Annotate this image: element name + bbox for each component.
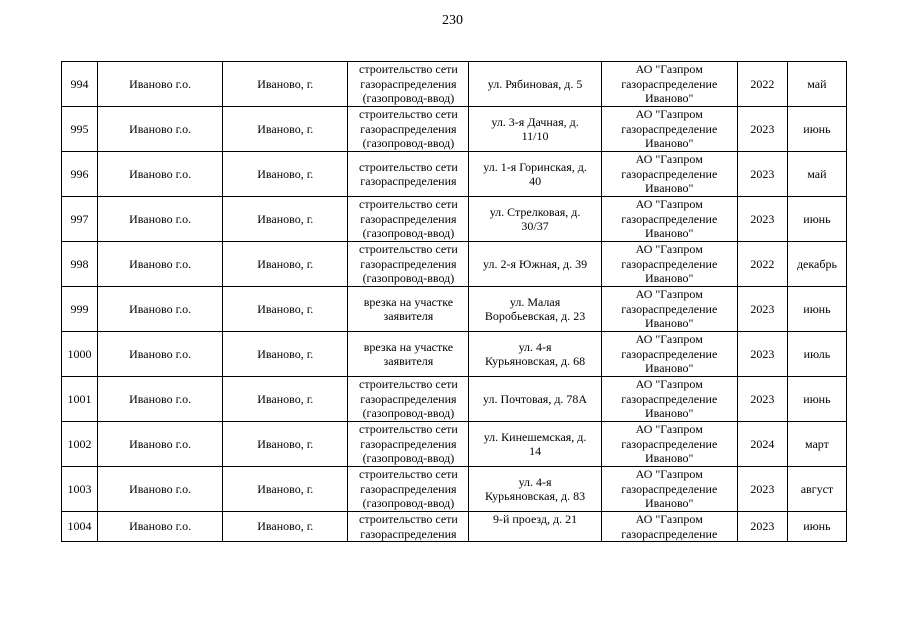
address-cell-line: 40: [529, 174, 542, 188]
table-row: [62, 332, 847, 377]
organization-cell-line: АО "Газпром: [635, 377, 703, 392]
city-cell: Иваново, г.: [223, 377, 348, 422]
address-cell-line: Воробьевская, д. 23: [484, 309, 586, 323]
year-cell: 2023: [737, 152, 787, 197]
work-type-cell: [348, 287, 469, 332]
organization-cell-line: газораспределение: [621, 121, 718, 136]
district-cell: Иваново г.о.: [98, 512, 223, 542]
address-cell-line: 11/10: [521, 129, 549, 143]
address-cell-line: 14: [529, 444, 542, 458]
row-number: 1001: [62, 377, 98, 422]
city-cell: Иваново, г.: [223, 107, 348, 152]
district-cell: Иваново г.о.: [98, 422, 223, 467]
year-cell: 2023: [737, 377, 787, 422]
row-number: 994: [62, 62, 98, 107]
work-type-cell-line: врезка на участке: [363, 294, 454, 309]
work-type-cell-line: газораспределения: [360, 121, 457, 136]
organization-cell-line: Иваново": [645, 226, 694, 241]
organization-cell-line: Иваново": [645, 451, 694, 466]
work-type-cell: [348, 152, 469, 197]
table-row: [62, 197, 847, 242]
table-row: [62, 287, 847, 332]
city-cell: Иваново, г.: [223, 197, 348, 242]
work-type-cell-line: заявителя: [383, 309, 434, 323]
work-type-cell-line: строительство сети: [359, 242, 458, 257]
district-cell: Иваново г.о.: [98, 197, 223, 242]
address-cell-line: ул. Рябиновая, д. 5: [487, 76, 583, 91]
work-type-cell-line: газораспределения: [360, 256, 457, 271]
address-cell-line: 9-й проезд, д. 21: [492, 512, 578, 526]
row-number: 1004: [62, 512, 98, 542]
work-type-cell-line: газораспределения: [360, 174, 457, 188]
table-row: [62, 107, 847, 152]
organization-cell: [601, 287, 737, 332]
organization-cell: [601, 512, 737, 542]
row-number: 1002: [62, 422, 98, 467]
organization-cell-line: газораспределение: [621, 166, 718, 181]
organization-cell: [601, 242, 737, 287]
organization-cell-line: Иваново": [645, 316, 694, 331]
organization-cell-line: газораспределение: [621, 76, 718, 91]
work-type-cell-line: строительство сети: [359, 422, 458, 437]
work-type-cell-line: заявителя: [383, 354, 434, 368]
year-cell: 2023: [737, 512, 787, 542]
organization-cell-line: АО "Газпром: [635, 512, 703, 526]
work-type-cell-line: (газопровод-ввод): [362, 406, 455, 421]
organization-cell-line: АО "Газпром: [635, 422, 703, 437]
address-cell-line: ул. Почтовая, д. 78А: [483, 391, 588, 406]
address-cell: [469, 242, 601, 287]
district-cell: Иваново г.о.: [98, 152, 223, 197]
district-cell: Иваново г.о.: [98, 107, 223, 152]
organization-cell: [601, 62, 737, 107]
organization-cell: [601, 422, 737, 467]
work-type-cell: [348, 242, 469, 287]
year-cell: 2024: [737, 422, 787, 467]
organization-cell: [601, 197, 737, 242]
month-cell: июль: [787, 332, 846, 377]
address-cell-line: ул. 4-я: [518, 339, 552, 354]
year-cell: 2022: [737, 242, 787, 287]
page-number: 230: [442, 13, 463, 28]
work-type-cell-line: (газопровод-ввод): [362, 496, 455, 511]
work-type-cell-line: газораспределения: [360, 436, 457, 451]
district-cell: Иваново г.о.: [98, 242, 223, 287]
organization-cell-line: Иваново": [645, 91, 694, 106]
organization-cell: [601, 332, 737, 377]
address-cell-line: ул. Стрелковая, д.: [489, 204, 581, 219]
district-cell: Иваново г.о.: [98, 62, 223, 107]
organization-cell-line: газораспределение: [621, 526, 718, 541]
district-cell: Иваново г.о.: [98, 467, 223, 512]
city-cell: Иваново, г.: [223, 467, 348, 512]
organization-cell-line: Иваново": [645, 496, 694, 511]
work-type-cell-line: строительство сети: [359, 62, 458, 77]
table-row: [62, 152, 847, 197]
address-cell: [469, 287, 601, 332]
month-cell: май: [787, 62, 846, 107]
work-type-cell-line: газораспределения: [360, 391, 457, 406]
row-number: 999: [62, 287, 98, 332]
work-type-cell-line: (газопровод-ввод): [362, 226, 455, 241]
organization-cell-line: Иваново": [645, 361, 694, 376]
work-type-cell-line: (газопровод-ввод): [362, 136, 455, 151]
month-cell: июнь: [787, 287, 846, 332]
organization-cell-line: Иваново": [645, 136, 694, 151]
district-cell: Иваново г.о.: [98, 332, 223, 377]
organization-cell: [601, 467, 737, 512]
row-number: 995: [62, 107, 98, 152]
organization-cell-line: АО "Газпром: [635, 197, 703, 212]
work-type-cell-line: (газопровод-ввод): [362, 91, 455, 106]
work-type-cell-line: строительство сети: [359, 197, 458, 212]
work-type-cell-line: строительство сети: [359, 467, 458, 482]
organization-cell-line: газораспределение: [621, 211, 718, 226]
city-cell: Иваново, г.: [223, 422, 348, 467]
table-row: [62, 467, 847, 512]
row-number: 997: [62, 197, 98, 242]
district-cell: Иваново г.о.: [98, 287, 223, 332]
month-cell: июнь: [787, 197, 846, 242]
year-cell: 2023: [737, 107, 787, 152]
year-cell: 2023: [737, 287, 787, 332]
address-cell: [469, 467, 601, 512]
table-row: [62, 422, 847, 467]
city-cell: Иваново, г.: [223, 242, 348, 287]
address-cell: [469, 152, 601, 197]
organization-cell-line: АО "Газпром: [635, 287, 703, 302]
work-type-cell-line: строительство сети: [359, 107, 458, 122]
work-type-cell: [348, 197, 469, 242]
year-cell: 2023: [737, 332, 787, 377]
month-cell: март: [787, 422, 846, 467]
organization-cell: [601, 107, 737, 152]
work-type-cell-line: газораспределения: [360, 76, 457, 91]
work-type-cell: [348, 62, 469, 107]
work-type-cell-line: газораспределения: [360, 481, 457, 496]
address-cell: [469, 512, 601, 542]
month-cell: май: [787, 152, 846, 197]
organization-cell-line: АО "Газпром: [635, 332, 703, 347]
work-type-cell-line: газораспределения: [360, 211, 457, 226]
table-row: [62, 377, 847, 422]
address-cell-line: 30/37: [521, 219, 549, 233]
work-type-cell: [348, 377, 469, 422]
city-cell: Иваново, г.: [223, 332, 348, 377]
month-cell: декабрь: [787, 242, 846, 287]
organization-cell: [601, 152, 737, 197]
work-type-cell: [348, 332, 469, 377]
city-cell: Иваново, г.: [223, 152, 348, 197]
organization-cell-line: АО "Газпром: [635, 152, 703, 167]
organization-cell-line: Иваново": [645, 181, 694, 196]
row-number: 996: [62, 152, 98, 197]
address-cell: [469, 107, 601, 152]
table-row: [62, 62, 847, 107]
row-number: 998: [62, 242, 98, 287]
work-type-cell: [348, 107, 469, 152]
table-body: [62, 62, 847, 542]
organization-cell-line: АО "Газпром: [635, 467, 703, 482]
row-number: 1003: [62, 467, 98, 512]
work-type-cell-line: газораспределения: [360, 526, 457, 541]
row-number: 1000: [62, 332, 98, 377]
address-cell-line: Курьяновская, д. 83: [485, 489, 586, 503]
month-cell: июнь: [787, 512, 846, 542]
work-type-cell-line: строительство сети: [359, 159, 458, 174]
gas-connection-table: [61, 61, 847, 542]
district-cell: Иваново г.о.: [98, 377, 223, 422]
organization-cell-line: газораспределение: [621, 346, 718, 361]
organization-cell: [601, 377, 737, 422]
work-type-cell: [348, 467, 469, 512]
work-type-cell-line: строительство сети: [359, 377, 458, 392]
address-cell: [469, 62, 601, 107]
organization-cell-line: Иваново": [645, 271, 694, 286]
address-cell-line: ул. Малая: [509, 294, 561, 309]
organization-cell-line: Иваново": [645, 406, 694, 421]
work-type-cell-line: (газопровод-ввод): [362, 451, 455, 466]
address-cell: [469, 332, 601, 377]
year-cell: 2022: [737, 62, 787, 107]
table-row: [62, 242, 847, 287]
work-type-cell-line: строительство сети: [359, 512, 458, 526]
organization-cell-line: АО "Газпром: [635, 107, 703, 122]
month-cell: август: [787, 467, 846, 512]
work-type-cell: [348, 512, 469, 542]
address-cell: [469, 197, 601, 242]
address-cell-line: ул. Кинешемская, д.: [483, 429, 587, 444]
organization-cell-line: газораспределение: [621, 256, 718, 271]
organization-cell-line: газораспределение: [621, 301, 718, 316]
address-cell-line: Курьяновская, д. 68: [485, 354, 586, 368]
address-cell-line: ул. 3-я Дачная, д.: [491, 114, 579, 129]
work-type-cell: [348, 422, 469, 467]
address-cell-line: ул. 4-я: [518, 474, 552, 489]
table-row: [62, 512, 847, 542]
address-cell: [469, 377, 601, 422]
year-cell: 2023: [737, 467, 787, 512]
city-cell: Иваново, г.: [223, 62, 348, 107]
city-cell: Иваново, г.: [223, 287, 348, 332]
month-cell: июнь: [787, 107, 846, 152]
organization-cell-line: газораспределение: [621, 436, 718, 451]
work-type-cell-line: (газопровод-ввод): [362, 271, 455, 286]
address-cell-line: ул. 2-я Южная, д. 39: [483, 256, 588, 271]
address-cell: [469, 422, 601, 467]
organization-cell-line: АО "Газпром: [635, 242, 703, 257]
organization-cell-line: газораспределение: [621, 391, 718, 406]
organization-cell-line: газораспределение: [621, 481, 718, 496]
organization-cell-line: АО "Газпром: [635, 62, 703, 77]
work-type-cell-line: врезка на участке: [363, 339, 454, 354]
address-cell-line: ул. 1-я Горинская, д.: [483, 159, 587, 174]
city-cell: Иваново, г.: [223, 512, 348, 542]
month-cell: июнь: [787, 377, 846, 422]
year-cell: 2023: [737, 197, 787, 242]
